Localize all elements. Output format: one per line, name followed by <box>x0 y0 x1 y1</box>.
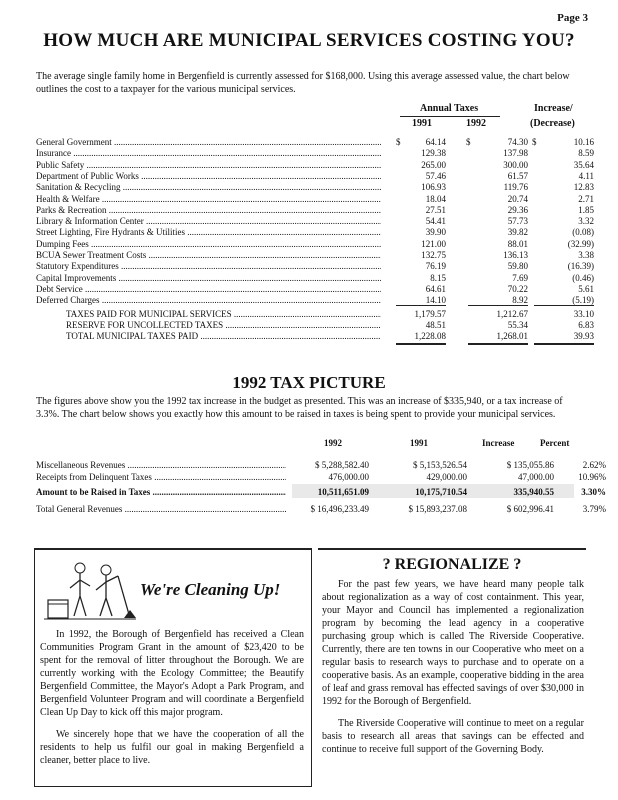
value-change: 8.59 <box>578 148 594 159</box>
service-label: Dumping Fees ..... <box>36 239 381 250</box>
value-change: 5.61 <box>578 283 594 294</box>
service-row <box>36 250 594 261</box>
tax-picture-title: 1992 TAX PICTURE <box>232 373 386 392</box>
col-1991-header: 1991 <box>412 118 432 129</box>
service-row <box>36 261 594 272</box>
annual-taxes-header: Annual Taxes <box>420 103 479 114</box>
revenue-1992: 10,511,651.09 <box>317 487 369 497</box>
value-1992: 70.22 <box>507 283 528 294</box>
value-change: 1.85 <box>578 204 594 215</box>
total-1992: 1,212.67 <box>496 309 528 319</box>
service-label: Health & Welfare ..... <box>36 194 381 205</box>
service-row <box>36 137 594 148</box>
service-label: Capital Improvements ..... <box>36 273 381 284</box>
revenue-1991: 10,175,710.54 <box>415 487 467 497</box>
service-label: Sanitation & Recycling ..... <box>36 182 381 193</box>
revenue-row <box>36 471 606 483</box>
service-label: Insurance ..... <box>36 148 381 159</box>
cleaning-crew-illustration <box>44 556 136 622</box>
service-row <box>36 204 594 216</box>
revenue-row <box>36 459 606 471</box>
value-change: 3.38 <box>578 250 594 260</box>
revenue-increase: $ 135,055.86 <box>506 460 554 470</box>
total-1992: 1,268.01 <box>496 331 528 341</box>
value-1991: 265.00 <box>421 159 446 170</box>
value-change: 10.16 <box>573 137 594 147</box>
col-1992-header-2: 1992 <box>324 438 342 448</box>
value-1992: 20.74 <box>507 193 528 204</box>
service-label: Debt Service ..... <box>36 284 381 295</box>
total-label: TOTAL MUNICIPAL TAXES PAID ..... <box>66 331 381 342</box>
value-1991: 54.41 <box>425 216 446 227</box>
value-1992: 8.92 <box>512 295 528 306</box>
value-change: 3.32 <box>578 216 594 227</box>
total-row <box>36 331 594 342</box>
subtotal-rule-1991 <box>396 305 446 306</box>
value-1991: 14.10 <box>425 295 446 306</box>
service-label: BCUA Sewer Treatment Costs ..... <box>36 250 381 261</box>
service-label: Public Safety ..... <box>36 160 381 171</box>
revenue-label: Amount to be Raised in Taxes ..... <box>36 486 286 498</box>
service-row <box>36 159 594 171</box>
cleaning-up-paragraph-2: We sincerely hope that we have the cooperation of all the residents to help us fulfil our goal in making Bergenfield a cleaner, better place to live. <box>40 729 304 766</box>
value-change: (0.46) <box>572 272 594 283</box>
service-label: Library & Information Center ..... <box>36 216 381 227</box>
service-row <box>36 216 594 227</box>
total-rule-change <box>534 343 594 345</box>
value-1992: 74.30 <box>507 137 528 147</box>
revenue-row <box>36 486 606 498</box>
regionalize-paragraph-2: The Riverside Cooperative will continue to meet on a regular basis to research all areas that savings can be effected and continue to receive full support of the Governing Body. <box>322 718 584 755</box>
col-change-header-1: Increase/ <box>534 103 573 114</box>
revenue-label: Total General Revenues ..... <box>36 503 286 515</box>
subtotal-rule-1992 <box>468 305 528 306</box>
service-row <box>36 283 594 295</box>
service-row <box>36 148 594 159</box>
service-row <box>36 182 594 193</box>
value-1991: 27.51 <box>425 204 446 215</box>
total-row <box>36 309 594 320</box>
total-change: 39.93 <box>573 331 594 341</box>
revenue-label: Miscellaneous Revenues ..... <box>36 459 286 471</box>
subtotal-rule-change <box>534 305 594 306</box>
total-1991: 1,179.57 <box>414 309 446 319</box>
revenue-increase: $ 602,996.41 <box>506 504 554 514</box>
col-increase-header: Increase <box>482 438 515 448</box>
value-1991: 39.90 <box>425 227 446 238</box>
col-1991-header-2: 1991 <box>410 438 428 448</box>
value-1991: 8.15 <box>430 272 446 283</box>
revenue-1992: $ 16,496,233.49 <box>310 504 369 514</box>
service-row <box>36 193 594 205</box>
service-label: Statutory Expenditures ..... <box>36 261 381 272</box>
revenue-increase: 47,000.00 <box>518 472 554 482</box>
cleaning-up-title: We're Cleaning Up! <box>140 580 281 599</box>
service-label: General Government ..... <box>36 137 381 148</box>
service-row <box>36 238 594 250</box>
service-label: Deferred Charges ..... <box>36 295 381 306</box>
header-underline <box>400 116 500 117</box>
tax-picture-paragraph: The figures above show you the 1992 tax increase in the budget as presented. This was an increase of $335,940, or a tax increase of 3.3%. The chart below shows you exactly how this amount to be raised in taxes is being spent to provide your municipal services. <box>36 396 563 420</box>
value-1992: 57.73 <box>507 216 528 227</box>
revenue-percent: 3.79% <box>582 504 606 514</box>
total-1991: 1,228.08 <box>414 331 446 341</box>
revenue-increase: 335,940.55 <box>513 487 554 497</box>
cleaning-up-paragraph-1: In 1992, the Borough of Bergenfield has received a Clean Communities Program Grant in the amount of $23,420 to be spent for the removal of litter throughout the Borough. We are currently working with the Ecology Committee; the Beautify Bergenfield Committee, the Mayor's Adopt a Park Program, and Bergenfield Volunteer Program and will coordinate a Bergenfield Clean Up Day to kick off this major program. <box>40 629 304 718</box>
value-change: 4.11 <box>578 170 594 181</box>
service-label: Street Lighting, Fire Hydrants & Utilities ..... <box>36 227 381 238</box>
value-1992: 88.01 <box>507 238 528 249</box>
total-1991: 48.51 <box>425 320 446 330</box>
total-change: 6.83 <box>578 320 594 330</box>
col-percent-header: Percent <box>540 438 570 448</box>
value-change: 35.64 <box>573 159 594 170</box>
revenue-1992: $ 5,288,582.40 <box>315 460 369 470</box>
total-label: TAXES PAID FOR MUNICIPAL SERVICES ..... <box>66 309 381 320</box>
value-1992: 39.82 <box>507 227 528 238</box>
regionalize-text <box>322 578 584 765</box>
page-number: Page 3 <box>557 12 588 24</box>
total-rule-1991 <box>396 343 446 345</box>
value-1991: 106.93 <box>421 182 446 193</box>
total-rule-1992 <box>468 343 528 345</box>
value-1992: 59.80 <box>507 261 528 272</box>
value-change: (16.39) <box>567 261 594 272</box>
revenue-1992: 476,000.00 <box>328 472 369 482</box>
col-change-header-2: (Decrease) <box>530 118 575 129</box>
value-change: (5.19) <box>572 295 594 306</box>
service-label: Parks & Recreation ..... <box>36 205 381 216</box>
total-row <box>36 320 594 331</box>
value-change: 12.83 <box>573 182 594 193</box>
total-label: RESERVE FOR UNCOLLECTED TAXES ..... <box>66 320 381 331</box>
revenue-label: Receipts from Delinquent Taxes ..... <box>36 471 286 483</box>
service-label: Department of Public Works ..... <box>36 171 381 182</box>
service-row <box>36 272 594 284</box>
value-1991: 129.38 <box>421 148 446 159</box>
revenue-row <box>36 503 606 515</box>
dollar-sign: $ <box>532 137 537 147</box>
intro-paragraph: The average single family home in Bergenfield is currently assessed for $168,000. Using this average assessed value, the chart below outlines the cost to a taxpayer for the various municipal services. <box>36 71 570 95</box>
value-change: (0.08) <box>572 227 594 238</box>
revenue-1991: 429,000.00 <box>426 472 467 482</box>
value-change: (32.99) <box>567 238 594 249</box>
total-change: 33.10 <box>573 309 594 319</box>
value-1991: 18.04 <box>425 193 446 204</box>
value-1992: 136.13 <box>503 250 528 260</box>
revenue-percent: 3.30% <box>581 487 606 497</box>
value-1992: 137.98 <box>503 148 528 159</box>
value-1992: 119.76 <box>503 182 528 193</box>
revenue-percent: 10.96% <box>578 472 606 482</box>
dollar-sign: $ <box>396 137 401 147</box>
cleaning-up-text <box>40 628 304 776</box>
regionalize-paragraph-1: For the past few years, we have heard many people talk about regionalization as a way of cost containment. This year, your Mayor and Council has implemented a regionalization program by becoming the lead agency in a cooperative purchasing group which is called The Riverside Cooperative. Currently, there are ten towns in our Cooperative who meet on a regular basis to research ways to purchase and to operate on a cooperative basis. As an example, cooperative bidding in the area of leaf and grass removal has effected savings of over $30,000 in 1992 for the Borough of Bergenfield. <box>322 579 584 707</box>
revenue-percent: 2.62% <box>582 460 606 470</box>
value-1992: 61.57 <box>507 170 528 181</box>
value-1991: 132.75 <box>421 250 446 260</box>
value-1992: 7.69 <box>512 272 528 283</box>
value-1991: 57.46 <box>425 170 446 181</box>
value-1991: 76.19 <box>425 261 446 272</box>
revenue-1991: $ 5,153,526.54 <box>413 460 467 470</box>
service-row <box>36 227 594 238</box>
value-1991: 64.61 <box>425 283 446 294</box>
value-1991: 121.00 <box>421 238 446 249</box>
service-row <box>36 170 594 182</box>
total-1992: 55.34 <box>507 320 528 330</box>
value-change: 2.71 <box>578 193 594 204</box>
dollar-sign: $ <box>466 137 471 147</box>
page-title: HOW MUCH ARE MUNICIPAL SERVICES COSTING YOU? <box>43 30 575 51</box>
regionalize-title: ? REGIONALIZE ? <box>382 556 522 573</box>
value-1992: 300.00 <box>503 159 528 170</box>
value-1991: 64.14 <box>425 137 446 147</box>
col-1992-header: 1992 <box>466 118 486 129</box>
revenue-1991: $ 15,893,237.08 <box>408 504 467 514</box>
value-1992: 29.36 <box>507 204 528 215</box>
